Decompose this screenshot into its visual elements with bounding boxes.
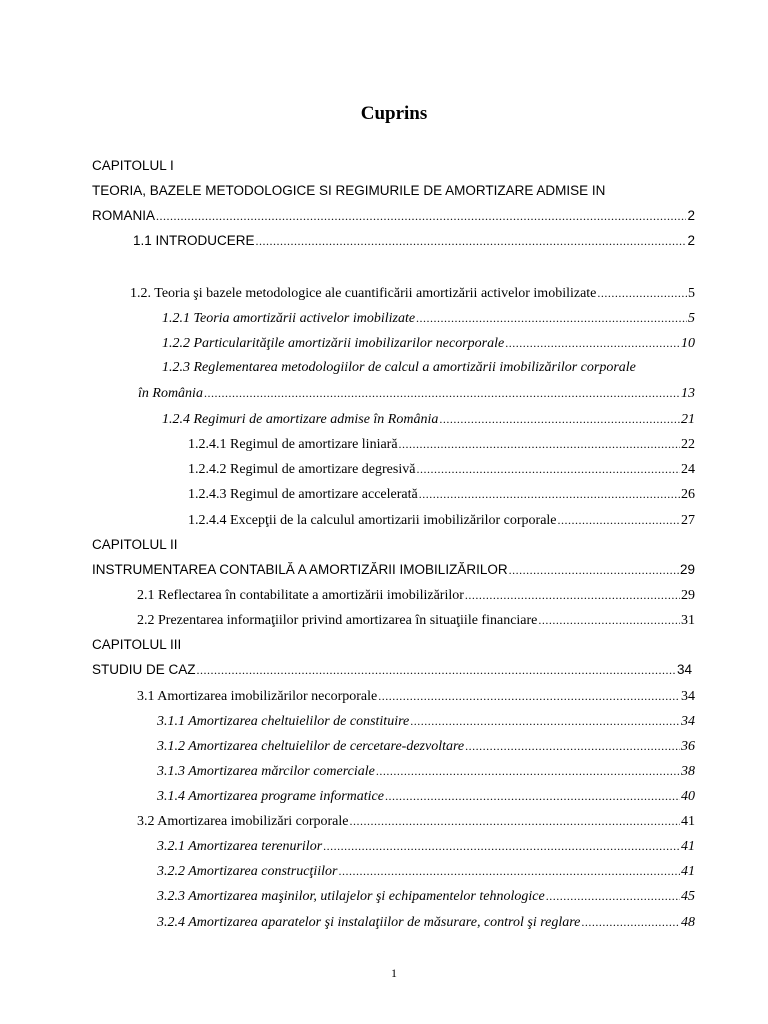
toc-entry-1-1[interactable] [133,231,695,251]
toc-entry-text: 3.2.1 Amortizarea terenurilor [157,839,323,854]
leader-dots [338,861,680,881]
toc-entry-3-2-3[interactable] [157,886,695,906]
toc-entry-3-2-2[interactable] [157,861,695,881]
toc-entry-text: 1.2.4 Regimuri de amortizare admise în România [162,412,439,427]
leader-dots [465,736,680,756]
toc-entry-3-2[interactable] [137,811,695,831]
leader-dots [349,811,680,831]
leader-dots [378,686,680,706]
toc-entry-text: în România [138,386,203,401]
toc-entry-3-1-4[interactable] [157,786,695,806]
leader-dots [323,836,680,856]
leader-dots [410,711,680,731]
toc-entry-page: 38 [681,764,695,779]
toc-entry-1-2-4-3[interactable] [188,484,695,504]
leader-dots [505,333,680,353]
toc-entry-3-1-1[interactable] [157,711,695,731]
toc-entry-3-1-3[interactable] [157,761,695,781]
toc-entry-text: 3.1.4 Amortizarea programe informatice [157,789,384,804]
leader-dots [558,510,680,530]
toc-entry-text: 1.2.4.3 Regimul de amortizare accelerată [188,487,418,502]
toc-entry-page: 41 [681,814,695,829]
toc-entry-text: 2.2 Prezentarea informaţiilor privind amortizarea în situaţiile financiare [137,613,538,628]
toc-entry-page: 40 [681,789,695,804]
chapter-3-page: 34 [676,662,692,677]
toc-entry-2-2[interactable] [137,610,695,630]
toc-entry-text: 1.1 INTRODUCERE [133,233,255,248]
toc-entry-text: 3.2 Amortizarea imobilizări corporale [137,814,349,829]
toc-entry-page: 5 [688,311,695,326]
toc-entry-text: 2.1 Reflectarea în contabilitate a amortizării imobilizărilor [137,588,464,603]
toc-entry-text: 1.2.4.1 Regimul de amortizare liniară [188,437,398,452]
toc-entry-3-2-1[interactable] [157,836,695,856]
leader-dots [439,409,680,429]
chapter-3-title-entry[interactable] [92,660,692,680]
toc-entry-1-2-4[interactable] [162,409,695,429]
toc-entry-page: 29 [681,588,695,603]
chapter-2-page: 29 [679,562,695,577]
toc-entry-2-1[interactable] [137,585,695,605]
leader-dots [197,660,676,680]
leader-dots [385,786,680,806]
leader-dots [156,206,686,226]
chapter-2-label: CAPITOLUL II [92,537,178,552]
toc-entry-text: 1.2.4.4 Excepţii de la calculul amortizarii imobilizărilor corporale [188,513,557,528]
chapter-3-label: CAPITOLUL III [92,637,182,652]
toc-entry-page: 2 [687,233,695,248]
toc-entry-1-2-2[interactable] [162,333,695,353]
leader-dots [416,459,680,479]
toc-entry-page: 41 [681,864,695,879]
leader-dots [416,308,687,328]
leader-dots [419,484,680,504]
toc-entry-text: 1.2. Teoria şi bazele metodologice ale cuantificării amortizării activelor imobilizate [130,286,597,301]
toc-entry-1-2-4-2[interactable] [188,459,695,479]
toc-entry-page: 36 [681,739,695,754]
toc-entry-page: 41 [681,839,695,854]
toc-entry-1-2-4-1[interactable] [188,434,695,454]
toc-entry-page: 34 [681,689,695,704]
chapter-2-title-entry[interactable] [92,560,695,580]
toc-entry-1-2[interactable] [130,283,695,303]
toc-entry-3-2-4[interactable] [157,912,695,932]
toc-entry-page: 5 [688,286,695,301]
toc-entry-text: 3.1.3 Amortizarea mărcilor comerciale [157,764,375,779]
toc-entry-1-2-3[interactable] [138,383,695,403]
chapter-1-title-entry[interactable] [92,206,695,226]
toc-entry-page: 34 [681,714,695,729]
leader-dots [376,761,680,781]
toc-entry-text: 3.1.2 Amortizarea cheltuielilor de cercetare-dezvoltare [157,739,465,754]
toc-entry-page: 27 [681,513,695,528]
toc-entry-page: 10 [681,336,695,351]
toc-entry-text: 1.2.1 Teoria amortizării activelor imobilizate [162,311,416,326]
toc-entry-text: 3.2.2 Amortizarea construcţiilor [157,864,338,879]
toc-entry-text: 3.2.4 Amortizarea aparatelor şi instalaţiilor de măsurare, control şi reglare [157,915,581,930]
chapter-1-label: CAPITOLUL I [92,158,174,173]
toc-entry-1-2-3-line1[interactable]: 1.2.3 Reglementarea metodologiilor de calcul a amortizării imobilizărilor corporale [162,360,636,375]
toc-entry-text: 3.1.1 Amortizarea cheltuielilor de constituire [157,714,410,729]
toc-entry-page: 45 [681,889,695,904]
chapter-1-title-line1: TEORIA, BAZELE METODOLOGICE SI REGIMURILE DE AMORTIZARE ADMISE IN [92,183,606,198]
chapter-3-title: STUDIU DE CAZ [92,662,196,677]
chapter-1-page: 2 [687,208,695,223]
toc-entry-page: 26 [681,487,695,502]
toc-entry-page: 24 [681,462,695,477]
toc-entry-page: 13 [681,386,695,401]
toc-entry-1-2-1[interactable] [162,308,695,328]
toc-entry-text: 3.2.3 Amortizarea maşinilor, utilajelor şi echipamentelor tehnologice [157,889,545,904]
page-number: 1 [391,966,397,980]
toc-entry-page: 21 [681,412,695,427]
leader-dots [204,383,680,403]
chapter-1-title-line2: ROMANIA [92,208,156,223]
toc-entry-text: 1.2.2 Particularităţile amortizării imobilizarilor necorporale [162,336,505,351]
chapter-2-title: INSTRUMENTAREA CONTABILĂ A AMORTIZĂRII IMOBILIZĂRILOR [92,562,508,577]
page-title: Cuprins [360,103,428,124]
leader-dots [399,434,680,454]
leader-dots [538,610,680,630]
toc-entry-page: 48 [681,915,695,930]
leader-dots [581,912,680,932]
leader-dots [465,585,680,605]
toc-entry-3-1-2[interactable] [157,736,695,756]
toc-entry-page: 31 [681,613,695,628]
toc-entry-page: 22 [681,437,695,452]
leader-dots [256,231,687,251]
toc-entry-1-2-4-4[interactable] [188,510,695,530]
leader-dots [597,283,687,303]
toc-entry-text: 3.1 Amortizarea imobilizărilor necorporale [137,689,378,704]
leader-dots [546,886,680,906]
toc-entry-3-1[interactable] [137,686,695,706]
leader-dots [509,560,679,580]
toc-entry-text: 1.2.4.2 Regimul de amortizare degresivă [188,462,416,477]
